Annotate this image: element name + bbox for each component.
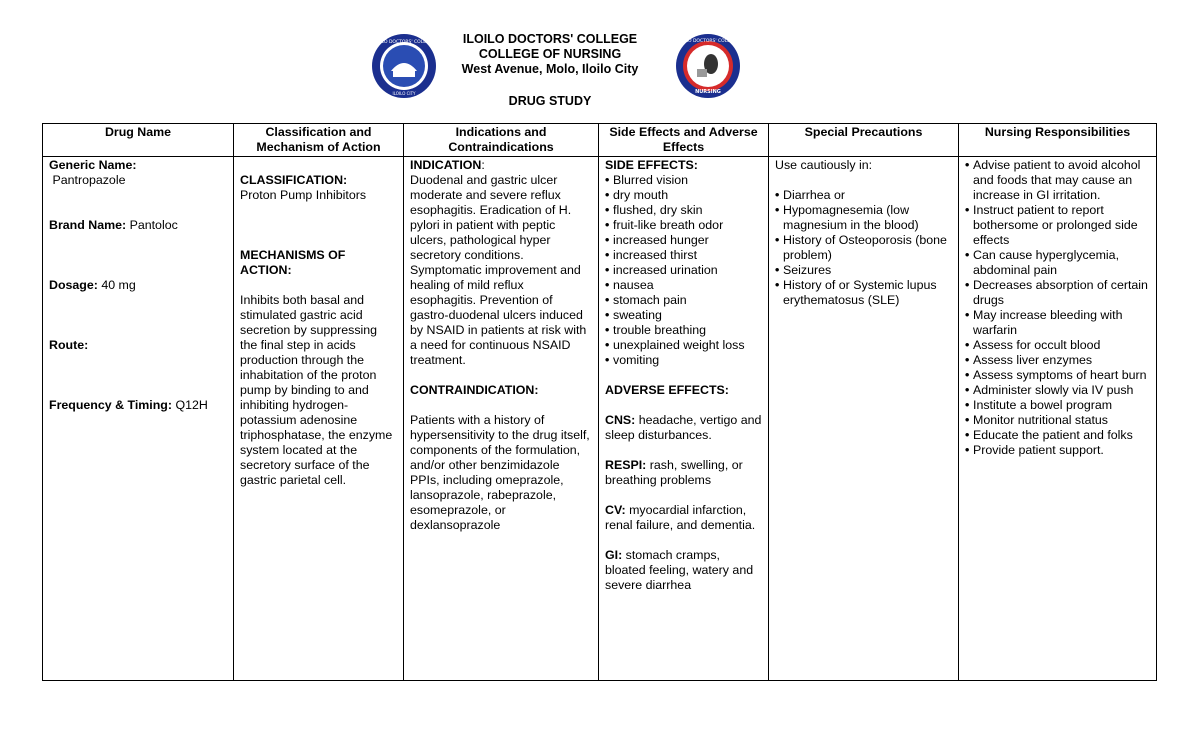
list-item: • stomach pain bbox=[605, 293, 762, 308]
header-text bbox=[430, 32, 670, 109]
cv-label: CV: bbox=[605, 503, 626, 517]
list-item: • Assess for occult blood bbox=[965, 338, 1150, 353]
col-header-indications: Indications and Contraindications bbox=[404, 124, 599, 157]
brand-name-value: Pantoloc bbox=[126, 218, 178, 232]
list-item: • Monitor nutritional status bbox=[965, 413, 1150, 428]
indications-cell bbox=[404, 157, 599, 681]
col-header-side-effects: Side Effects and Adverse Effects bbox=[599, 124, 769, 157]
table-row bbox=[43, 157, 1157, 681]
col-header-precautions: Special Precautions bbox=[769, 124, 959, 157]
list-item: • increased hunger bbox=[605, 233, 762, 248]
svg-text:ILOILO DOCTORS' COLLEGE: ILOILO DOCTORS' COLLEGE bbox=[677, 39, 739, 44]
classification-value: Proton Pump Inhibitors bbox=[240, 188, 367, 202]
col-header-classification: Classification and Mechanism of Action bbox=[234, 124, 404, 157]
side-effects-label: SIDE EFFECTS: bbox=[605, 158, 698, 172]
dosage-label: Dosage: bbox=[49, 278, 98, 292]
col-header-nursing: Nursing Responsibilities bbox=[959, 124, 1157, 157]
side-effects-cell bbox=[599, 157, 769, 681]
list-item: • sweating bbox=[605, 308, 762, 323]
dosage-value: 40 mg bbox=[97, 278, 136, 292]
list-item: • trouble breathing bbox=[605, 323, 762, 338]
nursing-list bbox=[965, 158, 1150, 458]
route-label: Route: bbox=[49, 338, 89, 352]
generic-name-label: Generic Name: bbox=[49, 158, 137, 172]
department-name: COLLEGE OF NURSING bbox=[478, 47, 622, 61]
gi-label: GI: bbox=[605, 548, 623, 562]
address: West Avenue, Molo, Iloilo City bbox=[461, 62, 639, 76]
list-item: • Advise patient to avoid alcohol and foods that may cause an increase in GI irritation. bbox=[965, 158, 1150, 203]
list-item: • History of Osteoporosis (bone problem) bbox=[775, 233, 952, 263]
side-effects-list bbox=[605, 173, 762, 368]
list-item: • Hypomagnesemia (low magnesium in the blood) bbox=[775, 203, 952, 233]
indication-colon: : bbox=[481, 158, 485, 172]
contraindication-label: CONTRAINDICATION: bbox=[410, 383, 539, 397]
college-seal-logo bbox=[371, 33, 437, 99]
frequency-value: Q12H bbox=[172, 398, 208, 412]
list-item: • fruit-like breath odor bbox=[605, 218, 762, 233]
indication-label: INDICATION bbox=[410, 158, 482, 172]
generic-name-value: Pantropazole bbox=[49, 173, 126, 187]
brand-name-label: Brand Name: bbox=[49, 218, 127, 232]
drug-study-table bbox=[42, 123, 1157, 681]
list-item: • Instruct patient to report bothersome or prolonged side effects bbox=[965, 203, 1150, 248]
list-item: • Educate the patient and folks bbox=[965, 428, 1150, 443]
list-item: • Administer slowly via IV push bbox=[965, 383, 1150, 398]
list-item: • unexplained weight loss bbox=[605, 338, 762, 353]
mechanism-label: MECHANISMS OF ACTION: bbox=[240, 248, 349, 277]
list-item: • vomiting bbox=[605, 353, 762, 368]
cv-value: myocardial infarction, renal failure, and dementia. bbox=[605, 503, 756, 532]
adverse-effects-label: ADVERSE EFFECTS: bbox=[605, 383, 729, 397]
col-header-drug-name: Drug Name bbox=[43, 124, 234, 157]
list-item: • Provide patient support. bbox=[965, 443, 1150, 458]
drug-name-cell bbox=[43, 157, 234, 681]
nursing-seal-logo bbox=[675, 33, 741, 99]
list-item: • May increase bleeding with warfarin bbox=[965, 308, 1150, 338]
contraindication-value: Patients with a history of hypersensitivity to the drug itself, components of the formulation, and/or other benzimidazole PPIs, including omeprazole, lansoprazole, rabeprazole, esomeprazole, or dexlansoprazole bbox=[410, 413, 594, 532]
svg-text:ILOILO DOCTORS' COLLEGE: ILOILO DOCTORS' COLLEGE bbox=[373, 40, 435, 45]
list-item: • flushed, dry skin bbox=[605, 203, 762, 218]
list-item: • increased thirst bbox=[605, 248, 762, 263]
classification-label: CLASSIFICATION: bbox=[240, 173, 348, 187]
list-item: • Assess liver enzymes bbox=[965, 353, 1150, 368]
list-item: • Diarrhea or bbox=[775, 188, 952, 203]
svg-text:NURSING: NURSING bbox=[695, 89, 721, 95]
precautions-list bbox=[775, 188, 952, 308]
cns-value: headache, vertigo and sleep disturbances. bbox=[605, 413, 765, 442]
list-item: • Can cause hyperglycemia, abdominal pain bbox=[965, 248, 1150, 278]
precautions-cell bbox=[769, 157, 959, 681]
list-item: • nausea bbox=[605, 278, 762, 293]
nursing-cell bbox=[959, 157, 1157, 681]
precautions-intro: Use cautiously in: bbox=[775, 158, 873, 172]
list-item: • dry mouth bbox=[605, 188, 762, 203]
document-header bbox=[0, 30, 1200, 112]
document-title: DRUG STUDY bbox=[508, 94, 592, 108]
respi-value: rash, swelling, or breathing problems bbox=[605, 458, 747, 487]
list-item: • Decreases absorption of certain drugs bbox=[965, 278, 1150, 308]
cns-label: CNS: bbox=[605, 413, 636, 427]
college-name: ILOILO DOCTORS' COLLEGE bbox=[462, 32, 638, 46]
list-item: • increased urination bbox=[605, 263, 762, 278]
list-item: • Seizures bbox=[775, 263, 952, 278]
respi-label: RESPI: bbox=[605, 458, 647, 472]
frequency-label: Frequency & Timing: bbox=[49, 398, 173, 412]
list-item: • Assess symptoms of heart burn bbox=[965, 368, 1150, 383]
classification-cell bbox=[234, 157, 404, 681]
gi-value: stomach cramps, bloated feeling, watery and severe diarrhea bbox=[605, 548, 757, 592]
mechanism-value: Inhibits both basal and stimulated gastric acid secretion by suppressing the final step in acids production through the inhabitation of the proton pump by binding to and inhibiting hydrogen-potassium adenosine triphosphatase, the enzyme system located at the secretory surface of the gastric parietal cell. bbox=[240, 293, 396, 487]
svg-text:ILOILO CITY: ILOILO CITY bbox=[392, 91, 416, 96]
table-header-row bbox=[43, 124, 1157, 157]
list-item: • Institute a bowel program bbox=[965, 398, 1150, 413]
indication-value: Duodenal and gastric ulcer moderate and severe reflux esophagitis. Eradication of H. pylori in patient with peptic ulcers, pathological hyper secretory conditions. Symptomatic improvement and healing of mild reflux esophagitis. Prevention of gastro-duodenal ulcers induced by NSAID in patients at risk with a need for continuous NSAID treatment. bbox=[410, 173, 590, 367]
list-item: • History of or Systemic lupus erythematosus (SLE) bbox=[775, 278, 952, 308]
list-item: • Blurred vision bbox=[605, 173, 762, 188]
